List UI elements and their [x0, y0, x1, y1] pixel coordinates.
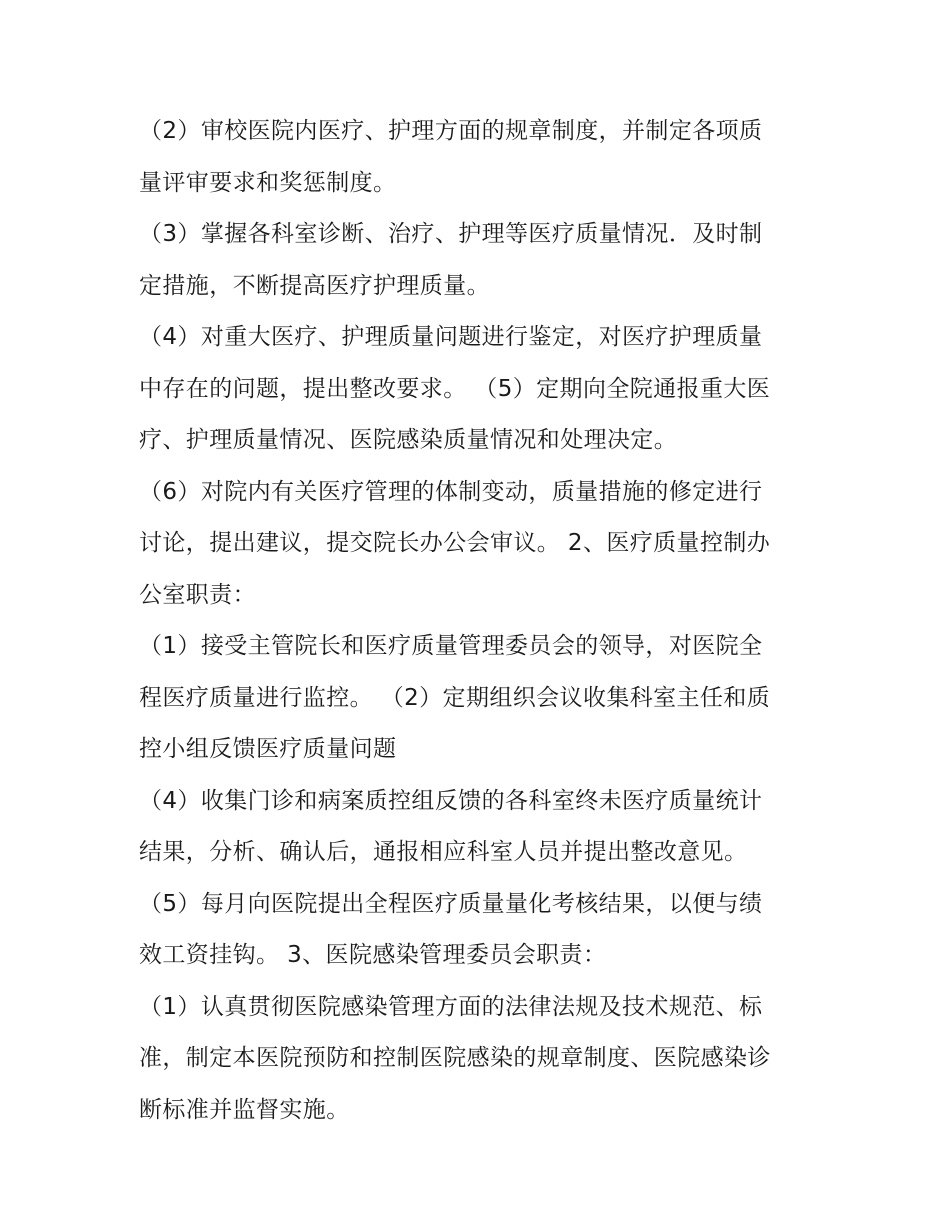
text-line: 程医疗质量进行监控。 （2）定期组织会议收集科室主任和质	[139, 684, 771, 711]
text-line: （2）审校医院内医疗、护理方面的规章制度，并制定各项质	[139, 118, 763, 144]
text-line: 公室职责：	[139, 581, 256, 608]
document-body	[139, 106, 819, 1136]
text-line: 断标准并监督实施。	[139, 1096, 350, 1123]
text-line: （1）认真贯彻医院感染管理方面的法律法规及技术规范、标	[139, 993, 763, 1020]
text-line: 效工资挂钩。 3、医院感染管理委员会职责：	[139, 942, 607, 968]
text-line: （4）收集门诊和病案质控组反馈的各科室终未医疗质量统计	[139, 787, 763, 814]
text-line: 量评审要求和奖惩制度。	[139, 169, 397, 196]
text-line: （5）每月向医院提出全程医疗质量量化考核结果，以便与绩	[139, 890, 763, 917]
text-line: （1）接受主管院长和医疗质量管理委员会的领导，对医院全	[139, 633, 763, 659]
text-line: 结果，分析、确认后，通报相应科室人员并提出整改意见。	[139, 839, 748, 865]
text-line: 准，制定本医院预防和控制医院感染的规章制度、医院感染诊	[139, 1045, 771, 1071]
text-line: 定措施，不断提高医疗护理质量。	[139, 272, 490, 299]
text-line: （3）掌握各科室诊断、治疗、护理等医疗质量情况．及时制	[139, 221, 763, 247]
text-line: 讨论，提出建议，提交院长办公会审议。 2、医疗质量控制办	[139, 530, 771, 556]
text-line: 疗、护理质量情况、医院感染质量情况和处理决定。	[139, 427, 678, 453]
text-line: （6）对院内有关医疗管理的体制变动，质量措施的修定进行	[139, 478, 763, 505]
text-line: （4）对重大医疗、护理质量问题进行鉴定，对医疗护理质量	[139, 324, 763, 350]
text-line: 控小组反馈医疗质量问题	[139, 736, 397, 762]
text-line: 中存在的问题，提出整改要求。 （5）定期向全院通报重大医	[139, 375, 771, 402]
